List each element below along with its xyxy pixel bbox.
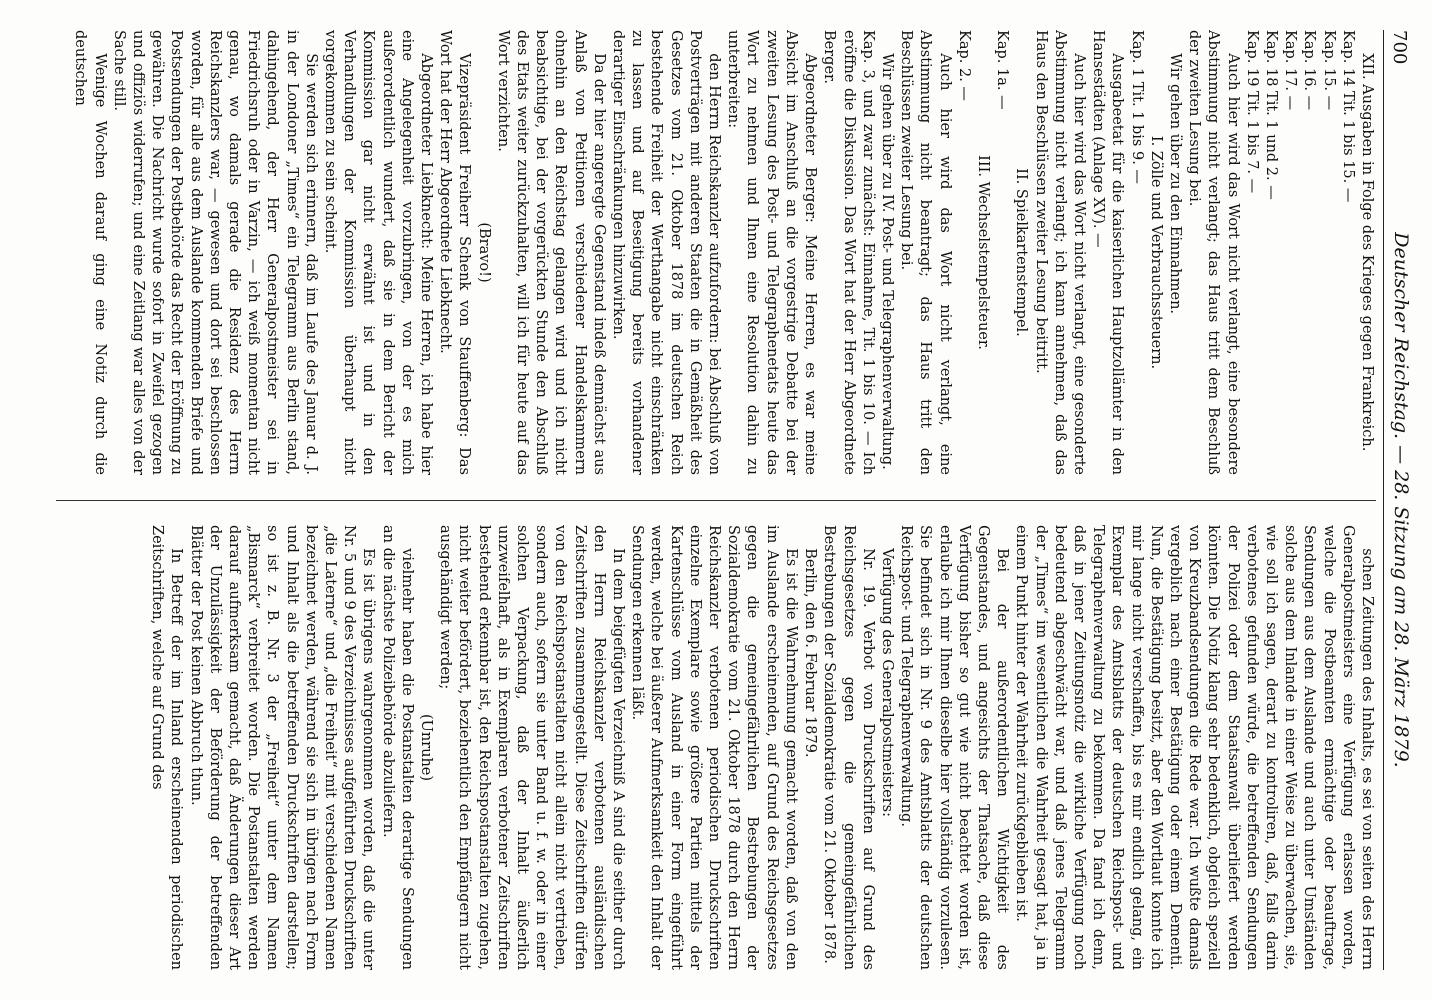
paragraph: Ausgabeetat für die kaiserlichen Hauptzollämter in den Hansestädten (Anlage XV). — xyxy=(1090,30,1126,475)
paragraph: Kap. 16. — xyxy=(1301,30,1318,111)
paragraph: Abgeordneter Berger: Meine Herren, es war meine Absicht im Anschluß an die vorgestrige Debatte bei der zweiten Lesung des Post- und Telegraphenetats heute das Wort zu nehmen und Ihnen eine Resolution dahin zu unterbreiten: xyxy=(725,30,819,475)
paragraph: vielmehr haben die Postanstalten derartige Sendungen an die nächste Polizeibehörde abzuliefern. xyxy=(379,525,415,970)
page-number: 700 xyxy=(1389,30,1410,65)
paragraph: Abgeordneter Liebknecht: Meine Herren, ich habe hier eine Angelegenheit vorzubringen, von der es mich außerordentlich wundert, daß sie in dem Bericht der Kommission gar nicht erwähnt ist und in den Verhandlungen der Kommission überhaupt nicht vorgekommen zu sein scheint. xyxy=(322,30,435,475)
column-divider xyxy=(56,500,1376,501)
paragraph: Da der hier angeregte Gegenstand indeß demnächst aus Anlaß von Petitionen verschiedener Handelskammern ohnehin an den Reichstag gelangen wird und ich nicht beabsichtige, bei der vorgerückten Stunde den Abschluß des Etats weiter zurückzuhalten, will ich für heute auf das Wort verzichten. xyxy=(494,30,607,475)
paragraph: Kap. 17. — xyxy=(1282,30,1299,111)
paragraph: Kap. 3, und zwar zunächst: Einnahme, Tit. 1 bis 10. — Ich eröffne die Diskussion. Das Wort hat der Herr Abgeordnete Berger. xyxy=(821,30,876,475)
paragraph: Sie werden sich erinnern, daß im Laufe des Januar d. J. in der Londoner „Times“ ein Telegramm aus Berlin stand, dahingehend, der Herr Generalpostmeister sei in Friedrichsruh oder in Varzin, — ich weiß momentan nicht genau, wo damals gerade die Residenz des Herrn Reichskanzlers war, — gewesen und dort sei beschlossen worden, für alle aus dem Auslande kommenden Briefe und Postsendungen der Postbehörde das Recht der Eröffnung zu gewähren. Die Nachricht wurde sofort in Zweifel gezogen und offiziös widerrufen; und eine Zeitlang war alles von der Sache still. xyxy=(110,30,319,475)
paragraph: schen Zeitungen des Inhalts, es sei von seiten des Herrn Generalpostmeisters eine Verfügung erlassen worden, welche die Postbeamten ermächtige oder beauftrage, Sendungen aus dem Auslande und auch unter Umständen solche aus dem Inlande in einer Weise zu überwachen, sie, wie soll ich sagen, derart zu kontroliren, daß, falls darin verbotenes gefunden würde, die betreffenden Sendungen der Polizei oder dem Staatsanwalt überliefert werden könnten. Die Notiz klang sehr bedenklich, obgleich speziell von Kreuzbandsendungen die Rede war. Ich wußte damals vergeblich nach einer Bestätigung oder einem Dementi. Nun, die Bestätigung besitzt, aber den Wortlaut konnte ich mir lange nicht verschaffen, bis es mir endlich gelang, ein Exemplar des Amtsblatts der deutschen Reichspost- und Telegraphenverwaltung zu bekommen. Da fand ich denn, daß in jener Zeitungsnotiz die wirkliche Verfügung noch bedeutend abgeschwächt war, und daß jenes Telegramm der „Times“ im wesentlichen die Wahrheit gesagt hat, ja in einem Punkt hinter der Wahrheit zurückgeblieben ist. xyxy=(1013,525,1375,970)
paragraph: Kap. 2. — xyxy=(955,30,972,101)
paragraph: Wir gehen über zu den Einnahmen. xyxy=(1166,53,1183,315)
page-header xyxy=(1383,30,1414,970)
paragraph: Kap. 19 Tit. 1 bis 7. — xyxy=(1243,30,1260,194)
paragraph: II. Spielkartenstempel. xyxy=(1013,168,1030,337)
paragraph: den Herrn Reichskanzler aufzufordern: bei Abschluß von Postverträgen mit anderen Staaten die in Gemäßheit des Gesetzes vom 21. Oktober 1878 im deutschen Reich bestehende Freiheit der Werthangabe nicht einschränken zu lassen und auf Beseitigung bereits vorhandener derartiger Einschränkungen hinzuwirken. xyxy=(610,30,723,475)
paragraph: Es ist übrigens wahrgenommen worden, daß die unter Nr. 5 und 9 des Verzeichnisses aufgeführten Druckschriften „die Laterne“ und „die Freiheit“ mit verschiedenen Namen bezeichnet werden, während sie sich in übrigen nach Form und Inhalt als die betreffenden Druckschriften darstellen; so ist z. B. Nr. 3 der „Freiheit“ unter dem Namen „Bismarck“ verbreitet worden. Die Postanstalten werden darauf aufmerksam gemacht, daß Änderungen dieser Art der Unzulässigkeit der Beförderung der betreffenden Blätter der Post keinen Abbruch thun. xyxy=(187,525,377,970)
right-column xyxy=(56,525,1376,970)
paragraph: (Bravo!) xyxy=(475,222,492,283)
paragraph: Wir gehen über zu IV. Post- und Telegraphenverwaltung. xyxy=(878,53,895,470)
paragraph: Bei der außerordentlichen Wichtigkeit des Gegenstandes, und angesichts der Thatsache, daß diese Verfügung bisher so gut wie nicht beachtet worden ist, erlaube ich mir Ihnen dieselbe hier vollständig vorzulesen. Sie befindet sich in Nr. 9 des Amtsblatts der deutschen Reichspost- und Telegraphenverwaltung. xyxy=(898,525,1011,970)
paragraph: Kap. 15. — xyxy=(1320,30,1337,111)
paragraph: I. Zölle und Verbrauchssteuern. xyxy=(1147,135,1164,370)
paragraph: Wenige Wochen darauf ging eine Notiz durch die deutschen xyxy=(72,30,108,475)
paragraph: Auch hier wird das Wort nicht verlangt, eine besondere Abstimmung nicht verlangt; das Haus tritt dem Beschluß der zweiten Lesung bei. xyxy=(1186,30,1241,475)
paragraph: Kap. 18 Tit. 1 und 2. — xyxy=(1262,30,1279,200)
paragraph: Berlin, den 6. Februar 1879. xyxy=(802,548,819,758)
paragraph: Auch hier wird das Wort nicht verlangt, eine Abstimmung nicht beantragt; das Haus tritt den Beschlüssen zweiter Lesung bei. xyxy=(898,30,953,475)
paragraph: Kap. 1 Tit. 1 bis 9. — xyxy=(1128,30,1145,184)
page-title: Deutscher Reichstag. — 28. Sitzung am 28. März 1879. xyxy=(1390,232,1412,768)
paragraph: In Betreff der im Inland erscheinenden periodischen Zeitschriften, welche auf Grund des xyxy=(149,525,185,970)
paragraph: III. Wechselstempelsteuer. xyxy=(974,155,991,350)
paragraph: Kap. 1a. — xyxy=(994,30,1011,110)
paragraph: Es ist die Wahrnehmung gemacht worden, daß von den im Auslande erscheinenden, auf Grund des Reichsgesetzes gegen die gemeingefährlichen Bestrebungen der Sozialdemokratie vom 21. Oktober 1878 durch den Herrn Reichskanzler verbotenen periodischen Druckschriften einzelne Exemplare sowie größere Partien mittels der Kartenschlüsse vom Ausland in einer Form eingeführt werden, welche bei äußerer Aufmerksamkeit den Inhalt der Sendungen erkennen läßt. xyxy=(629,525,799,970)
paragraph: Verfügung des Generalpostmeisters: xyxy=(878,548,895,817)
left-column xyxy=(56,30,1376,475)
paragraph: Nr. 19. Verbot von Druckschriften auf Grund des Reichsgesetzes gegen die gemeingefährlichen Bestrebungen der Sozialdemokratie vom 21. Oktober 1878. xyxy=(821,525,876,970)
paragraph: XII. Ausgaben in Folge des Krieges gegen Frankreich. xyxy=(1359,53,1375,452)
paragraph: In dem beigefügten Verzeichniß A sind die seither durch den Herrn Reichskanzler verbotenen ausländischen Zeitschriften zusammengestellt. Diese Zeitschriften dürfen von den Reichspostanstalten nicht allein nicht vertrieben, sondern auch, sofern sie unter Band u. f. w. oder in einer solchen Verpackung, daß der Inhalt äußerlich unzweifelhaft, als in Exemplaren verbotener Zeitschriften bestehend erkennbar ist, den Reichspostanstalten zugehen, nicht weiter befördert, beziehentlich den Empfängern nicht ausgehändigt werden; xyxy=(437,525,627,970)
paragraph: Vizepräsident Freiherr Schenk von Stauffenberg: Das Wort hat der Herr Abgeordnete Liebknecht. xyxy=(437,30,473,475)
paragraph: (Unruhe) xyxy=(418,713,435,782)
paragraph: Auch hier wird das Wort nicht verlangt, eine gesonderte Abstimmung nicht verlangt; ich kann annehmen, daß das Haus den Beschlüssen zweiter Lesung beitritt. xyxy=(1032,30,1087,475)
text-columns xyxy=(56,30,1376,970)
paragraph: Kap. 14 Tit. 1 bis 15. — xyxy=(1339,30,1356,203)
